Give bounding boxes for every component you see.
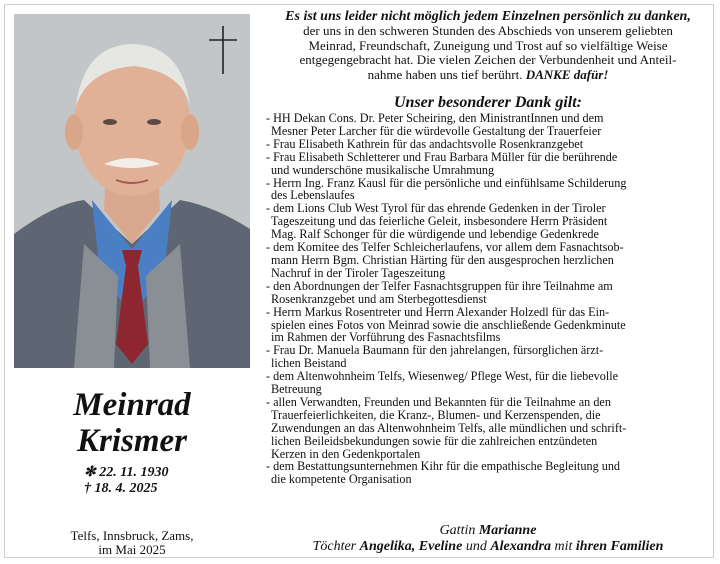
list-line: - HH Dekan Cons. Dr. Peter Scheiring, den MinistrantInnen und dem <box>266 111 604 125</box>
list-line: - Frau Elisabeth Schletterer und Frau Barbara Müller für die berührende <box>266 149 618 164</box>
list-line: lichen Beileidsbekundungen sowie für die zahlreichen entzündeten <box>271 433 598 448</box>
deceased-last-name: Krismer <box>76 423 188 459</box>
wife-name: Marianne <box>478 523 537 538</box>
daughter-3: Alexandra <box>490 539 551 554</box>
intro-thanks: DANKE dafür! <box>525 66 609 82</box>
intro-line: der uns in den schweren Stunden des Abschieds von unserem geliebten <box>303 23 673 39</box>
signature-daughters <box>268 538 708 555</box>
families: ihren Familien <box>575 539 664 554</box>
daughter-2: Eveline <box>418 539 463 554</box>
list-line: - Herrn Markus Rosentreter und Herrn Alexander Holzedl für das Ein- <box>266 304 610 319</box>
daughter-1: Angelika, <box>359 539 416 554</box>
list-line: Kerzen in den Gedenkportalen <box>271 446 421 461</box>
intro-paragraph <box>268 10 708 82</box>
list-line: - dem Altenwohnheim Telfs, Wiesenweg/ Pflege West, für die liebevolle <box>266 369 619 384</box>
list-line: - dem Komitee des Telfer Schleicherlaufens, vor allem dem Fasnachtsob- <box>266 240 624 255</box>
list-line: - Frau Elisabeth Kathrein für das andachtsvolle Rosenkranzgebet <box>266 136 584 151</box>
list-line: lichen Beistand <box>271 356 347 371</box>
list-line: Trauerfeierlichkeiten, die Kranz-, Blumen- und Kerzenspenden, die <box>271 407 601 422</box>
list-line: des Lebenslaufes <box>271 188 355 203</box>
list-line: Betreuung <box>271 382 322 397</box>
intro-line-5: nahme haben uns tief berührt. <box>367 66 523 82</box>
signature-wife <box>268 522 708 539</box>
list-line: Rosenkranzgebet und am Sterbegottesdienst <box>271 291 487 306</box>
list-line: - Herrn Ing. Franz Kausl für die persönliche und einfühlsame Schilderung <box>266 175 627 190</box>
list-line: - den Abordnungen der Telfer Fasnachtsgruppen für ihre Teilnahme am <box>266 278 613 293</box>
intro-lead: Es ist uns leider nicht möglich jedem Einzelnen persönlich zu danken, <box>285 9 691 24</box>
and-word: und <box>465 539 487 554</box>
list-line: die kompetente Organisation <box>271 472 412 487</box>
with-word: mit <box>554 539 573 554</box>
list-line: im Rahmen der Vorführung des Fasnachtsfilms <box>271 330 501 345</box>
place-line-1: Telfs, Innsbruck, Zams, <box>70 528 194 543</box>
list-line: Mesner Peter Larcher für die würdevolle Gestaltung der Trauerfeier <box>271 123 602 138</box>
list-line: mann Herrn Bgm. Christian Härting für den ausgesprochen herzlichen <box>271 252 614 267</box>
thanks-list <box>266 112 712 486</box>
birth-date: ✻ 22. 11. 1930 <box>84 465 169 480</box>
thanks-heading: Unser besonderer Dank gilt: <box>393 94 582 111</box>
wife-prefix: Gattin <box>439 523 476 538</box>
intro-line: Meinrad, Freundschaft, Zuneigung und Trost auf so vielfältige Weise <box>308 37 668 53</box>
list-line: Zuwendungen an das Altenwohnheim Telfs, alle mündlichen und schrift- <box>271 420 627 435</box>
intro-line: entgegengebracht hat. Die vielen Zeichen der Verbundenheit und Anteil- <box>299 52 677 68</box>
list-line: - Frau Dr. Manuela Baumann für den jahrelangen, fürsorglichen ärzt- <box>266 343 604 358</box>
list-line: Nachruf in der Tiroler Tageszeitung <box>271 265 446 280</box>
list-line: und wunderschöne musikalische Umrahmung <box>271 162 495 177</box>
place-line-2: im Mai 2025 <box>98 542 166 557</box>
list-line: - dem Bestattungsunternehmen Kihr für die empathische Begleitung und <box>266 459 621 474</box>
death-date: † 18. 4. 2025 <box>84 481 158 496</box>
deceased-first-name: Meinrad <box>73 387 191 423</box>
list-line: Mag. Ralf Schonger für die würdigende und lebendige Gedenkrede <box>271 227 599 242</box>
daughters-prefix: Töchter <box>312 539 357 554</box>
list-line: Tageszeitung und das feierliche Geleit, insbesondere Herrn Präsident <box>271 214 608 229</box>
intro-line-last <box>268 68 708 82</box>
list-line: spielen eines Fotos von Meinrad sowie die anschließende Gedenkminute <box>271 317 626 332</box>
list-line: - allen Verwandten, Freunden und Bekannten für die Teilnahme an den <box>266 394 611 409</box>
cross-icon <box>206 24 240 76</box>
list-line: - dem Lions Club West Tyrol für das ehrende Gedenken in der Tiroler <box>266 201 606 216</box>
